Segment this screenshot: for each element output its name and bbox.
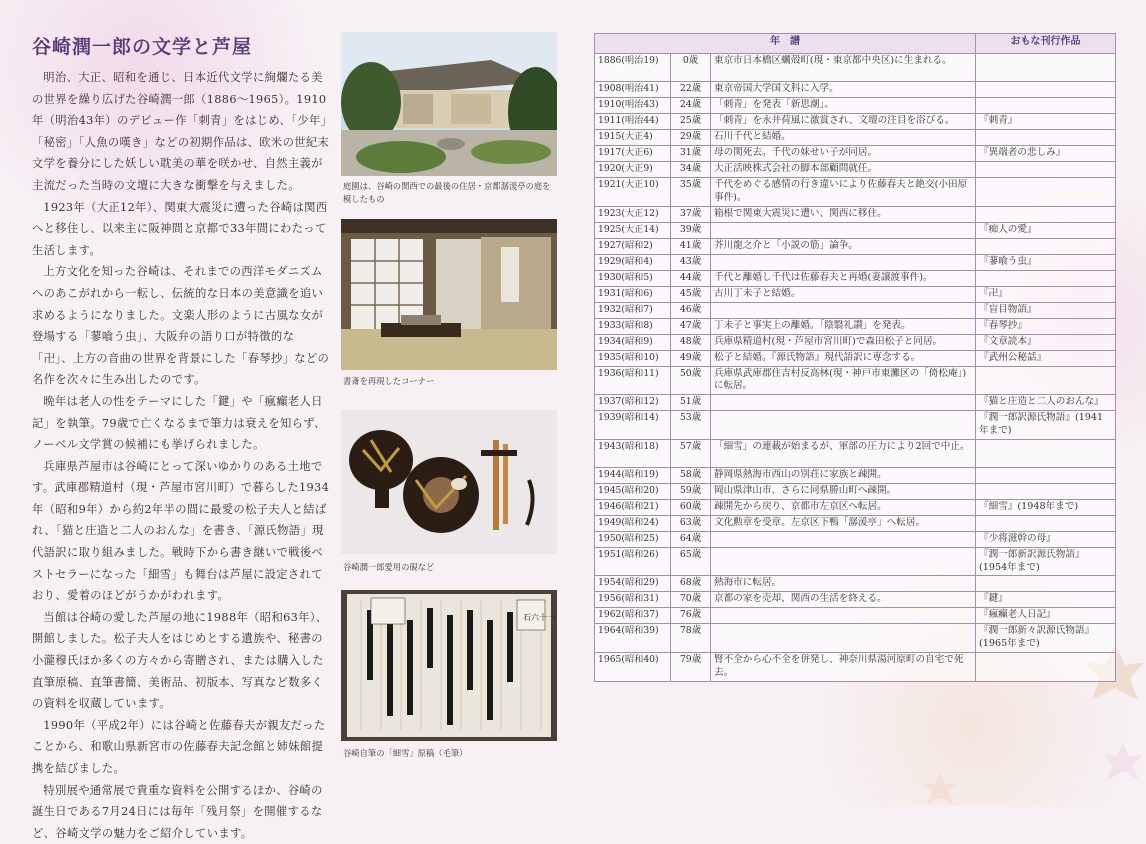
work-cell bbox=[976, 98, 1116, 114]
age-cell: 29歳 bbox=[671, 130, 711, 146]
age-cell: 34歳 bbox=[671, 162, 711, 178]
table-row bbox=[595, 467, 1116, 483]
article-paragraph: 特別展や通常展で貴重な資料を公開するほか、谷崎の誕生日である7月24日には毎年「残月祭」を開催するなど、谷崎文学の魅力をご紹介しています。 bbox=[32, 783, 323, 840]
event-cell bbox=[711, 608, 976, 624]
year-cell: 1886(明治19) bbox=[595, 54, 671, 82]
table-row bbox=[595, 531, 1116, 547]
event-cell: 松子と結婚。『源氏物語』現代語訳に専念する。 bbox=[711, 350, 976, 366]
year-cell: 1954(昭和29) bbox=[595, 576, 671, 592]
age-cell: 48歳 bbox=[671, 334, 711, 350]
age-cell: 78歳 bbox=[671, 624, 711, 653]
table-row bbox=[595, 515, 1116, 531]
year-cell: 1946(昭和21) bbox=[595, 499, 671, 515]
table-row bbox=[595, 334, 1116, 350]
article-paragraph: 当館は谷崎の愛した芦屋の地に1988年（昭和63年）、開館しました。松子夫人をはじめとする遺族や、秘書の小瀧穆氏ほか多くの方々から寄贈され、または購入した直筆原稿、直筆書簡、美術品、初版本、写真など数多くの資料を収蔵しています。 bbox=[32, 610, 328, 711]
age-cell: 37歳 bbox=[671, 206, 711, 222]
age-cell: 76歳 bbox=[671, 608, 711, 624]
age-cell: 31歳 bbox=[671, 146, 711, 162]
year-cell: 1949(昭和24) bbox=[595, 515, 671, 531]
year-cell: 1935(昭和10) bbox=[595, 350, 671, 366]
event-cell: 「刺青」を発表「新思潮」。 bbox=[711, 98, 976, 114]
article-paragraph: 1990年（平成2年）には谷崎と佐藤春夫が親友だったことから、和歌山県新宮市の佐藤春夫記念館と姉妹館提携を結びました。 bbox=[32, 718, 326, 775]
year-cell: 1925(大正14) bbox=[595, 222, 671, 238]
chronology-table bbox=[594, 33, 1115, 682]
work-cell bbox=[976, 54, 1116, 82]
table-row bbox=[595, 82, 1116, 98]
event-cell: 東京帝国大学国文科に入学。 bbox=[711, 82, 976, 98]
age-cell: 44歳 bbox=[671, 270, 711, 286]
work-cell bbox=[976, 130, 1116, 146]
age-cell: 58歳 bbox=[671, 467, 711, 483]
year-cell: 1910(明治43) bbox=[595, 98, 671, 114]
table-row bbox=[595, 302, 1116, 318]
manuscript-caption: 谷崎自筆の「細雪」原稿（毛筆） bbox=[343, 748, 468, 758]
work-cell: 『蓼喰う虫』 bbox=[976, 254, 1116, 270]
table-row bbox=[595, 318, 1116, 334]
age-cell: 25歳 bbox=[671, 114, 711, 130]
work-cell: 『異端者の悲しみ』 bbox=[976, 146, 1116, 162]
work-cell: 『文章読本』 bbox=[976, 334, 1116, 350]
year-cell: 1962(昭和37) bbox=[595, 608, 671, 624]
event-cell: 芥川龍之介と「小説の筋」論争。 bbox=[711, 238, 976, 254]
event-cell: 「細雪」の連載が始まるが、軍部の圧力により2回で中止。 bbox=[711, 439, 976, 467]
year-cell: 1923(大正12) bbox=[595, 206, 671, 222]
age-cell: 39歳 bbox=[671, 222, 711, 238]
event-cell: 兵庫県武庫郡住吉村反高林(現・神戸市東灘区の「倚松庵」)に転居。 bbox=[711, 366, 976, 395]
event-cell: 大正活映株式会社の脚本部顧問就任。 bbox=[711, 162, 976, 178]
age-cell: 49歳 bbox=[671, 350, 711, 366]
age-cell: 59歳 bbox=[671, 483, 711, 499]
work-cell: 『春琴抄』 bbox=[976, 318, 1116, 334]
study-photo bbox=[341, 219, 557, 370]
work-cell: 『潤一郎訳源氏物語』(1941年まで) bbox=[976, 411, 1116, 440]
work-cell bbox=[976, 576, 1116, 592]
work-cell bbox=[976, 178, 1116, 207]
table-row bbox=[595, 366, 1116, 395]
age-cell: 45歳 bbox=[671, 286, 711, 302]
age-cell: 53歳 bbox=[671, 411, 711, 440]
table-row bbox=[595, 206, 1116, 222]
article-title: 谷崎潤一郎の文学と芦屋 bbox=[32, 36, 253, 58]
inkstone-caption: 谷崎潤一郎愛用の硯など bbox=[343, 562, 435, 572]
event-cell: 岡山県津山市、さらに同県勝山町へ疎開。 bbox=[711, 483, 976, 499]
article-column bbox=[32, 32, 330, 844]
age-cell: 65歳 bbox=[671, 547, 711, 576]
table-row bbox=[595, 547, 1116, 576]
work-cell bbox=[976, 162, 1116, 178]
event-cell bbox=[711, 254, 976, 270]
table-row bbox=[595, 286, 1116, 302]
year-cell: 1920(大正9) bbox=[595, 162, 671, 178]
article-paragraph: 上方文化を知った谷崎は、それまでの西洋モダニズムへのあこがれから一転し、伝統的な日本の美意識を追い求めるようになりました。文楽人形のように古風な女が登場する「蓼喰う虫」、大阪弁の語り口が特徴的な「卍」、上方の音曲の世界を背景にした「春琴抄」などの名作を次々に生み出したのです。 bbox=[32, 265, 330, 387]
garden-photo bbox=[341, 32, 557, 176]
year-cell: 1927(昭和2) bbox=[595, 238, 671, 254]
work-cell: 『瘋癲老人日記』 bbox=[976, 608, 1116, 624]
event-cell bbox=[711, 302, 976, 318]
year-cell: 1965(昭和40) bbox=[595, 652, 671, 681]
event-cell: 「刺青」を永井荷風に激賞され、文壇の注目を浴びる。 bbox=[711, 114, 976, 130]
event-cell: 東京市日本橋区蠣殻町(現・東京都中央区)に生まれる。 bbox=[711, 54, 976, 82]
event-cell: 丁未子と事実上の離婚。「陰翳礼讃」を発表。 bbox=[711, 318, 976, 334]
table-row bbox=[595, 483, 1116, 499]
year-cell: 1911(明治44) bbox=[595, 114, 671, 130]
work-cell bbox=[976, 483, 1116, 499]
event-cell: 古川丁未子と結婚。 bbox=[711, 286, 976, 302]
work-cell: 『痴人の愛』 bbox=[976, 222, 1116, 238]
table-row bbox=[595, 254, 1116, 270]
year-cell: 1921(大正10) bbox=[595, 178, 671, 207]
table-row bbox=[595, 411, 1116, 440]
work-cell: 『武州公秘話』 bbox=[976, 350, 1116, 366]
manuscript-label: 石六十一 bbox=[523, 613, 555, 622]
work-cell: 『潤一郎新々訳源氏物語』(1965年まで) bbox=[976, 624, 1116, 653]
age-cell: 70歳 bbox=[671, 592, 711, 608]
event-cell: 熱海市に転居。 bbox=[711, 576, 976, 592]
year-cell: 1933(昭和8) bbox=[595, 318, 671, 334]
age-cell: 47歳 bbox=[671, 318, 711, 334]
article-paragraph: 明治、大正、昭和を通じ、日本近代文学に絢爛たる美の世界を繰り広げた谷崎潤一郎（1886〜1965）。1910年（明治43年）のデビュー作「刺青」をはじめ、「少年」「秘密」「人魚の嘆き」などの初期作品は、欧米の世紀末文学を養分にした妖しい耽美の華を咲かせ、自然主義が主流だった当時の文壇に大きな衝撃を与えました。 bbox=[32, 71, 330, 192]
age-cell: 46歳 bbox=[671, 302, 711, 318]
table-row bbox=[595, 576, 1116, 592]
event-cell bbox=[711, 395, 976, 411]
work-cell bbox=[976, 206, 1116, 222]
year-cell: 1939(昭和14) bbox=[595, 411, 671, 440]
age-cell: 68歳 bbox=[671, 576, 711, 592]
table-row bbox=[595, 624, 1116, 653]
year-cell: 1929(昭和4) bbox=[595, 254, 671, 270]
table-row bbox=[595, 146, 1116, 162]
year-cell: 1944(昭和19) bbox=[595, 467, 671, 483]
table-row bbox=[595, 608, 1116, 624]
year-cell: 1908(明治41) bbox=[595, 82, 671, 98]
age-cell: 79歳 bbox=[671, 652, 711, 681]
year-cell: 1915(大正4) bbox=[595, 130, 671, 146]
event-cell: 文化勲章を受章。左京区下鴨「潺湲亭」へ転居。 bbox=[711, 515, 976, 531]
table-row bbox=[595, 270, 1116, 286]
year-cell: 1964(昭和39) bbox=[595, 624, 671, 653]
event-cell bbox=[711, 222, 976, 238]
event-cell bbox=[711, 547, 976, 576]
age-cell: 43歳 bbox=[671, 254, 711, 270]
inkstone-photo bbox=[341, 410, 557, 554]
garden-caption: 庭園は、谷崎の関西での最後の住居・京都潺湲亭の庭を模したもの bbox=[343, 181, 551, 204]
event-cell bbox=[711, 531, 976, 547]
work-cell: 『盲目物語』 bbox=[976, 302, 1116, 318]
event-cell: 石川千代と結婚。 bbox=[711, 130, 976, 146]
age-cell: 24歳 bbox=[671, 98, 711, 114]
year-cell: 1931(昭和6) bbox=[595, 286, 671, 302]
year-cell: 1956(昭和31) bbox=[595, 592, 671, 608]
age-cell: 64歳 bbox=[671, 531, 711, 547]
event-cell: 兵庫県精道村(現・芦屋市宮川町)で森田松子と同居。 bbox=[711, 334, 976, 350]
leaf-decoration-icon bbox=[920, 770, 960, 810]
event-cell: 疎開先から戻り、京都市左京区へ転居。 bbox=[711, 499, 976, 515]
year-cell: 1951(昭和26) bbox=[595, 547, 671, 576]
event-cell: 母の関死去。千代の妹せい子が同居。 bbox=[711, 146, 976, 162]
table-row bbox=[595, 439, 1116, 467]
year-cell: 1930(昭和5) bbox=[595, 270, 671, 286]
year-cell: 1936(昭和11) bbox=[595, 366, 671, 395]
work-cell: 『細雪』(1948年まで) bbox=[976, 499, 1116, 515]
work-cell: 『卍』 bbox=[976, 286, 1116, 302]
work-cell bbox=[976, 238, 1116, 254]
chronology-header: 年 譜 bbox=[595, 34, 976, 54]
work-cell bbox=[976, 467, 1116, 483]
year-cell: 1943(昭和18) bbox=[595, 439, 671, 467]
article-paragraph: 兵庫県芦屋市は谷崎にとって深いゆかりのある土地です。武庫郡精道村（現・芦屋市宮川町）で暮らした1934年（昭和9年）から約2年半の間に最愛の松子夫人と結ばれ、「猫と庄造と二人のおんな」を書き、「源氏物語」現代語訳に取り組みました。戦時下から書き継いで戦後ベストセラーになった「細雪」も舞台は芦屋に設定されており、愛着のほどがうかがわれます。 bbox=[32, 459, 330, 603]
event-cell bbox=[711, 411, 976, 440]
year-cell: 1945(昭和20) bbox=[595, 483, 671, 499]
age-cell: 0歳 bbox=[671, 54, 711, 82]
table-row bbox=[595, 130, 1116, 146]
age-cell: 63歳 bbox=[671, 515, 711, 531]
table-row bbox=[595, 395, 1116, 411]
table-row bbox=[595, 178, 1116, 207]
age-cell: 35歳 bbox=[671, 178, 711, 207]
year-cell: 1917(大正6) bbox=[595, 146, 671, 162]
event-cell: 箱根で関東大震災に遭い、関西に移住。 bbox=[711, 206, 976, 222]
age-cell: 57歳 bbox=[671, 439, 711, 467]
event-cell: 京都の家を売却、関西の生活を終える。 bbox=[711, 592, 976, 608]
year-cell: 1932(昭和7) bbox=[595, 302, 671, 318]
work-cell bbox=[976, 652, 1116, 681]
leaf-decoration-icon bbox=[1100, 740, 1146, 786]
year-cell: 1934(昭和9) bbox=[595, 334, 671, 350]
work-cell: 『猫と庄造と二人のおんな』 bbox=[976, 395, 1116, 411]
table-row bbox=[595, 162, 1116, 178]
table-row bbox=[595, 114, 1116, 130]
work-cell bbox=[976, 366, 1116, 395]
event-cell: 静岡県熱海市西山の別荘に家族と疎開。 bbox=[711, 467, 976, 483]
chronology-body bbox=[595, 54, 1116, 682]
table-row bbox=[595, 238, 1116, 254]
table-row bbox=[595, 592, 1116, 608]
work-cell bbox=[976, 439, 1116, 467]
table-row bbox=[595, 54, 1116, 82]
event-cell: 腎不全から心不全を併発し、神奈川県湯河原町の自宅で死去。 bbox=[711, 652, 976, 681]
age-cell: 51歳 bbox=[671, 395, 711, 411]
table-row bbox=[595, 350, 1116, 366]
work-cell bbox=[976, 515, 1116, 531]
table-row bbox=[595, 652, 1116, 681]
work-cell: 『刺青』 bbox=[976, 114, 1116, 130]
manuscript-photo bbox=[341, 590, 557, 741]
age-cell: 22歳 bbox=[671, 82, 711, 98]
event-cell: 千代と離婚し千代は佐藤春夫と再婚(妻譲渡事件)。 bbox=[711, 270, 976, 286]
works-header: おもな刊行作品 bbox=[976, 34, 1116, 54]
table-row bbox=[595, 222, 1116, 238]
table-row bbox=[595, 98, 1116, 114]
work-cell: 『潤一郎新訳源氏物語』(1954年まで) bbox=[976, 547, 1116, 576]
work-cell: 『少将滋幹の母』 bbox=[976, 531, 1116, 547]
year-cell: 1937(昭和12) bbox=[595, 395, 671, 411]
year-cell: 1950(昭和25) bbox=[595, 531, 671, 547]
study-caption: 書斎を再現したコーナー bbox=[343, 376, 435, 386]
work-cell: 『鍵』 bbox=[976, 592, 1116, 608]
article-paragraph: 1923年（大正12年）、関東大震災に遭った谷崎は関西へと移住し、以来主に阪神間と京都で33年間にわたって生活します。 bbox=[32, 200, 328, 257]
work-cell bbox=[976, 270, 1116, 286]
event-cell: 千代をめぐる感情の行き違いにより佐藤春夫と絶交(小田原事件)。 bbox=[711, 178, 976, 207]
age-cell: 41歳 bbox=[671, 238, 711, 254]
work-cell bbox=[976, 82, 1116, 98]
table-row bbox=[595, 499, 1116, 515]
age-cell: 60歳 bbox=[671, 499, 711, 515]
age-cell: 50歳 bbox=[671, 366, 711, 395]
article-paragraph: 晩年は老人の性をテーマにした「鍵」や「瘋癲老人日記」を執筆。79歳で亡くなるまで筆力は衰えを知らず、ノーベル文学賞の候補にも挙げられました。 bbox=[32, 394, 326, 452]
event-cell bbox=[711, 624, 976, 653]
